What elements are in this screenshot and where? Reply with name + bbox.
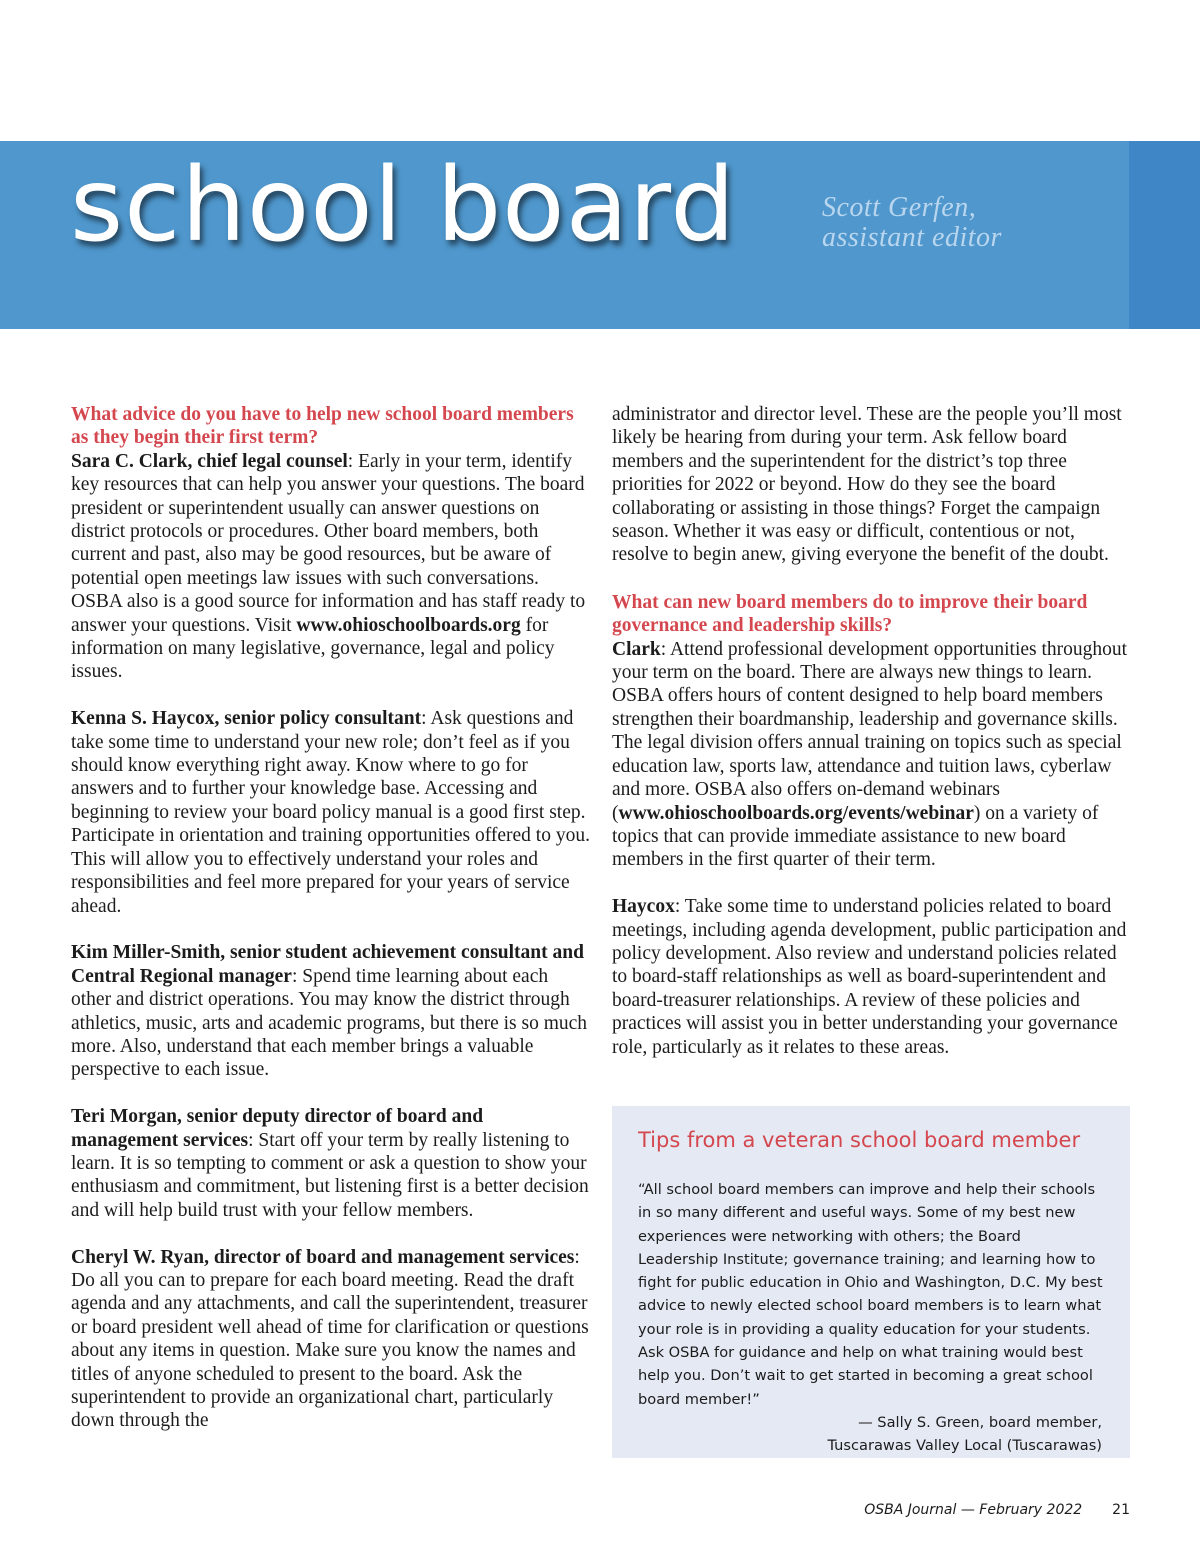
answer-text: : Attend professional development opportunities throughout your term on the board. There are always new things to learn. OSBA offers hours of content designed to help board members strengthen their boardmanship, leadership and governance skills. The legal division offers annual training on topics such as special education law, sports law, attendance and tuition laws, cyberlaw and more. OSBA also offers on-demand webinars ( [612,638,1128,824]
sidebar-quote: “All school board members can improve and help their schools in so many different and useful ways. Some of my best new experiences were networking with others; the Board Leadership Institute; governance training; and learning how to fight for public education in Ohio and Washington, D.C. My best advice to newly elected school board members is to learn what your role is in providing a quality education for your students. Ask OSBA for guidance and help on what training would best help you. Don’t wait to get started in becoming a great school board member!” [638,1181,1103,1408]
speaker-name: Kenna S. Haycox, senior policy consultant [71,708,422,730]
speaker-name: Teri Morgan, senior deputy director of board and management services [71,1106,484,1151]
answer-text: : Do all you can to prepare for each board meeting. Read the draft agenda and any attachments, and call the superintendent, treasurer or board president well ahead of time for clarification or questions about any items in question. Make sure you know the names and titles of anyone scheduled to present to the board. Ask the superintendent to provide an organizational chart, particularly down through the [71,1246,589,1432]
byline-role: assistant editor [822,222,1002,253]
page-footer [830,1502,1130,1518]
webinar-link[interactable]: www.ohioschoolboards.org/events/webinar [618,802,974,824]
journal-name: OSBA Journal — February 2022 [864,1502,1083,1518]
answer-text: : Ask questions and take some time to understand your new role; don’t feel as if you should know everything right away. Know where to go for answers and to further your knowledge base. Accessing and beginning to review your board policy manual is a good first step. Participate in orientation and training opportunities offered to you. This will allow you to effectively understand your roles and responsibilities and feel more prepared for your years of service ahead. [71,708,590,917]
byline [822,193,1002,253]
page-number: 21 [1112,1502,1130,1518]
answer-text: ) on a variety of topics that can provide immediate assistance to new board members in the first quarter of their term. [612,802,1099,871]
answer-text: : Start off your term by really listening to learn. It is so tempting to comment or ask a question to show your enthusiasm and commitment, but listening first is a better decision and will help build trust with your fellow members. [71,1129,589,1221]
tips-sidebar [612,1106,1130,1458]
sidebar-attribution [638,1411,1104,1458]
answer-text: : Early in your term, identify key resources that can help you answer your questions. The board president or superintendent usually can answer questions on district protocols or procedures. Other board members, both current and past, also may be good resources, but be aware of potential open meetings law issues with such conversations. OSBA also is a good source for information and has staff ready to answer your questions. Visit [71,450,586,636]
left-column [71,403,593,1433]
answer-paragraph [71,450,593,684]
speaker-name: Sara C. Clark, chief legal counsel [71,450,348,472]
answer-text: : Spend time learning about each other and district operations. You may know the district through athletics, music, arts and academic programs, but there is so much more. Also, understand that each member brings a valuable perspective to each issue. [71,965,588,1081]
spacer [612,579,1134,591]
continued-paragraph: administrator and director level. These are the people you’ll most likely be hearing from during your term. Ask fellow board members and the superintendent for the district’s top three priorities for 2022 or beyond. How do they see the board collaborating or assisting in those things? Forget the campaign season. Whether it was easy or difficult, contentious or not, resolve to begin anew, giving everyone the benefit of the doubt. [612,404,1122,566]
speaker-name: Kim Miller-Smith, senior student achievement consultant and Central Regional manager [71,942,584,987]
answer-paragraph [71,941,593,1081]
answer-text: : Take some time to understand policies related to board meetings, including agenda development, public participation and policy development. Also review and understand policies related to board-staff relationships as well as board-superintendent and board-treasurer relationships. A review of these policies and practices will assist you in better understanding your governance role, particularly as it relates to these areas. [612,896,1127,1058]
speaker-name: Haycox [612,896,675,918]
sidebar-title: Tips from a veteran school board member [638,1128,1081,1152]
question-heading: What can new board members do to improve their board governance and leadership skills? [612,591,1088,637]
speaker-name: Cheryl W. Ryan, director of board and management services [71,1246,575,1268]
answer-paragraph [71,707,593,918]
answer-paragraph [71,1246,593,1433]
byline-name: Scott Gerfen, [822,192,977,223]
attribution-line: Tuscarawas Valley Local (Tuscarawas) [827,1437,1102,1455]
answer-text: for information on many legislative, governance, legal and policy issues. [71,614,555,683]
banner-edge-strip [1129,141,1200,329]
answer-paragraph [71,1105,593,1222]
question-heading: What advice do you have to help new school board members as they begin their first term? [71,404,574,449]
website-link[interactable]: www.ohioschoolboards.org [296,614,521,636]
speaker-name: Clark [612,638,661,660]
attribution-line: — Sally S. Green, board member, [858,1413,1102,1431]
right-column [612,403,1134,1059]
answer-paragraph [612,895,1134,1059]
answer-paragraph [612,638,1134,872]
page-title: school board [70,146,736,265]
